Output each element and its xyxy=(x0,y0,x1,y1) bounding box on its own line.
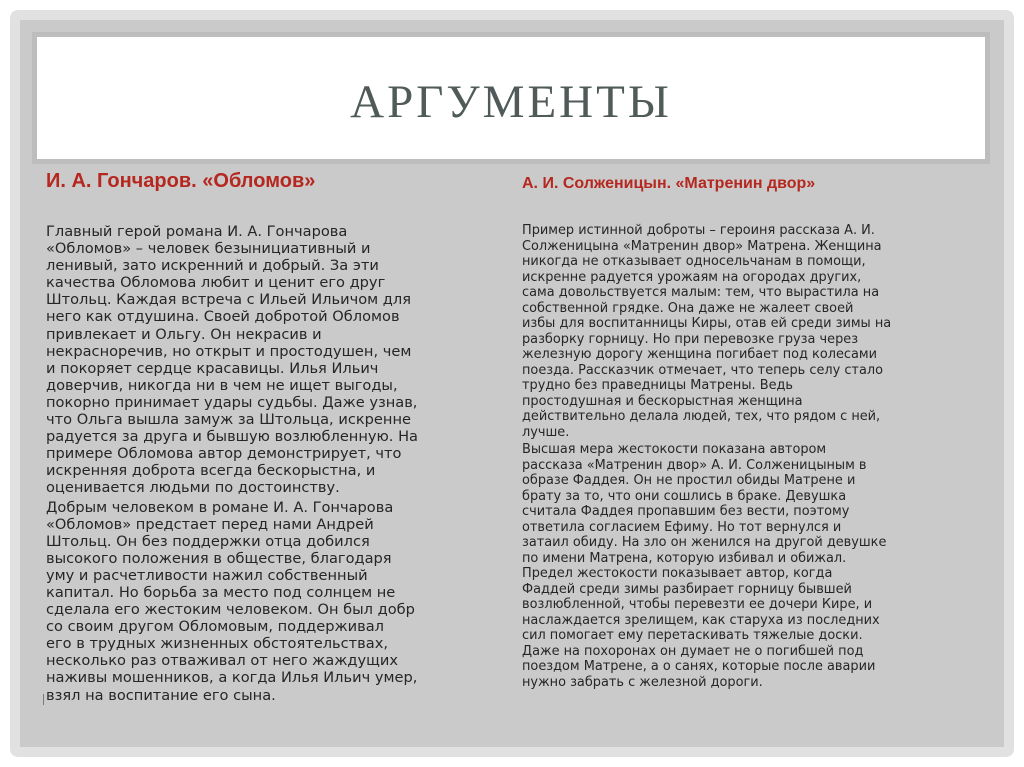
left-paragraph-1: Главный герой романа И. А. Гончарова «Обломов» – человек безынициативный и ленивый, зато искренний и добрый. За эти качества Обломова любит и ценит его друг Штольц. Каждая встреча с Ильей Ильичом для него как отдушина. Своей добротой Обломов привлекает и Ольгу. Он некрасив и некрасноречив, но открыт и простодушен, чем и покоряет сердце красавицы. Илья Ильич доверчив, никогда ни в чем не ищет выгоды, покорно принимает удары судьбы. Даже узнав, что Ольга вышла замуж за Штольца, искренне радуется за друга и бывшую возлюбленную. На примере Обломова автор демонстрирует, что искренняя доброта всегда бескорыстна, и оценивается людьми по достоинству. xyxy=(46,223,419,497)
right-paragraph-1: Пример истинной доброты – героиня рассказа А. И. Солженицына «Матренин двор» Матрена. Женщина никогда не отказывает односельчанам в помощи, искренне радуется урожаям на огородах других, сама довольствуется малым: тем, что вырастила на собственной грядке. Она даже не жалеет своей избы для воспитанницы Киры, отав ей среди зимы на разборку горницу. Но при перевозке груза через железную дорогу женщина погибает под колесами поезда. Рассказчик отмечает, что теперь селу стало трудно без праведницы Матрены. Ведь простодушная и бескорыстная женщина действительно делала людей, тех, что рядом с ней, лучше. xyxy=(522,223,892,440)
right-column-heading: А. И. Солженицын. «Матренин двор» xyxy=(522,175,816,192)
right-column xyxy=(522,175,952,692)
left-column-heading: И. А. Гончаров. «Обломов» xyxy=(46,170,316,192)
slide-title: АРГУМЕНТЫ xyxy=(350,76,672,128)
title-box xyxy=(32,32,990,164)
left-paragraph-2: Добрым человеком в романе И. А. Гончарова «Обломов» предстает перед нами Андрей Штольц. Он без поддержки отца добился высокого положения в обществе, благодаря уму и расчетливости нажил собственный капитал. Но борьба за место под солнцем не сделала его жестоким человеком. Он был добр со своим другом Обломовым, поддерживал его в трудных жизненных обстоятельствах, несколько раз отваживал от него жаждущих наживы мошенников, а когда Илья Ильич умер, взял на воспитание его сына. xyxy=(46,498,418,704)
text-cursor xyxy=(43,694,44,705)
left-column xyxy=(46,170,476,706)
right-paragraph-2: Высшая мера жестокости показана автором рассказа «Матренин двор» А. И. Солженицыным в образе Фаддея. Он не простил обиды Матрене и брату за то, что они сошлись в браке. Девушка считала Фаддея пропавшим без вести, поэтому ответила согласием Ефиму. Но тот вернулся и затаил обиду. На зло он женился на другой девушке по имени Матрена, которую избивал и обижал. Предел жестокости показывает автор, когда Фаддей среди зимы разбирает горницу бывшей возлюбленной, чтобы перевезти ее дочери Кире, и наслаждается зрелищем, как старуха из последних сил помогает ему перетаскивать тяжелые доски. Даже на похоронах он думает не о погибшей под поездом Матрене, а о санях, которые после аварии нужно забрать с железной дороги. xyxy=(522,442,887,690)
